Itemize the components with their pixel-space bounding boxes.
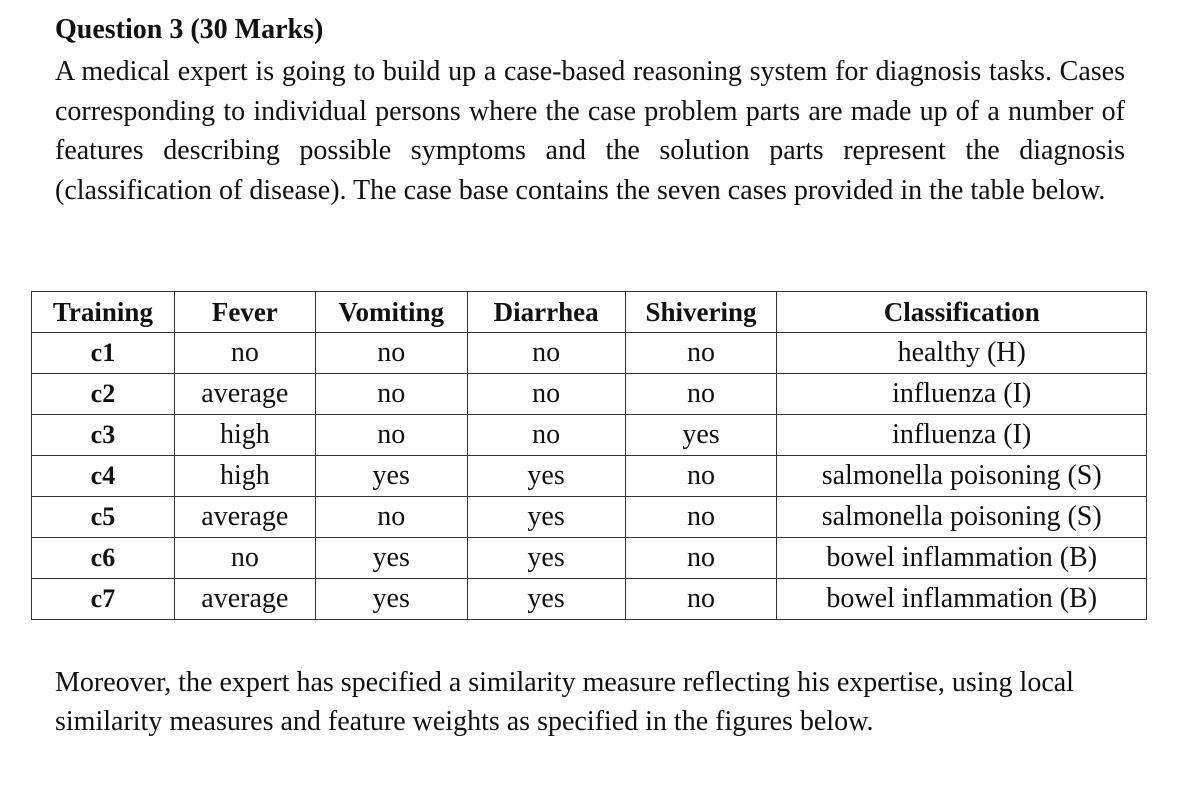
fever-cell: no (174, 333, 315, 374)
case-base-table (31, 291, 1147, 620)
header-fever: Fever (174, 292, 315, 333)
vomiting-cell: yes (315, 579, 467, 620)
classification-cell: bowel inflammation (B) (777, 538, 1147, 579)
shivering-cell: no (625, 456, 777, 497)
fever-cell: high (174, 456, 315, 497)
shivering-cell: no (625, 538, 777, 579)
header-training: Training (32, 292, 175, 333)
shivering-cell: no (625, 497, 777, 538)
vomiting-cell: no (315, 497, 467, 538)
shivering-cell: no (625, 579, 777, 620)
diarrhea-cell: no (467, 374, 625, 415)
fever-cell: average (174, 579, 315, 620)
header-shivering: Shivering (625, 292, 777, 333)
classification-cell: influenza (I) (777, 374, 1147, 415)
shivering-cell: no (625, 374, 777, 415)
vomiting-cell: yes (315, 456, 467, 497)
case-id: c5 (32, 497, 175, 538)
vomiting-cell: no (315, 374, 467, 415)
classification-cell: bowel inflammation (B) (777, 579, 1147, 620)
vomiting-cell: yes (315, 538, 467, 579)
vomiting-cell: no (315, 415, 467, 456)
case-id: c4 (32, 456, 175, 497)
table-row (32, 333, 1147, 374)
table-row (32, 497, 1147, 538)
case-id: c6 (32, 538, 175, 579)
question-heading: Question 3 (30 Marks) (55, 14, 324, 45)
fever-cell: high (174, 415, 315, 456)
table-row (32, 456, 1147, 497)
diarrhea-cell: yes (467, 456, 625, 497)
diarrhea-cell: no (467, 415, 625, 456)
header-vomiting: Vomiting (315, 292, 467, 333)
shivering-cell: no (625, 333, 777, 374)
classification-cell: influenza (I) (777, 415, 1147, 456)
fever-cell: average (174, 497, 315, 538)
table-row (32, 374, 1147, 415)
diarrhea-cell: yes (467, 579, 625, 620)
classification-cell: healthy (H) (777, 333, 1147, 374)
header-diarrhea: Diarrhea (467, 292, 625, 333)
closing-paragraph: Moreover, the expert has specified a similarity measure reflecting his expertise, using local similarity measures and feature weights as specified in the figures below. (55, 667, 1074, 737)
classification-cell: salmonella poisoning (S) (777, 456, 1147, 497)
diarrhea-cell: yes (467, 497, 625, 538)
vomiting-cell: no (315, 333, 467, 374)
fever-cell: average (174, 374, 315, 415)
table-row (32, 579, 1147, 620)
case-id: c2 (32, 374, 175, 415)
table-header-row (32, 292, 1147, 333)
table-row (32, 538, 1147, 579)
diarrhea-cell: yes (467, 538, 625, 579)
fever-cell: no (174, 538, 315, 579)
diarrhea-cell: no (467, 333, 625, 374)
classification-cell: salmonella poisoning (S) (777, 497, 1147, 538)
case-id: c3 (32, 415, 175, 456)
case-id: c1 (32, 333, 175, 374)
header-classification: Classification (777, 292, 1147, 333)
shivering-cell: yes (625, 415, 777, 456)
case-id: c7 (32, 579, 175, 620)
table-row (32, 415, 1147, 456)
intro-paragraph: A medical expert is going to build up a case-based reasoning system for diagnosis tasks. Cases corresponding to individual persons where the case problem parts are made up of a number of features describing possible symptoms and the solution parts represent the diagnosis (classification of disease). The case base contains the seven cases provided in the table below. (55, 56, 1125, 206)
